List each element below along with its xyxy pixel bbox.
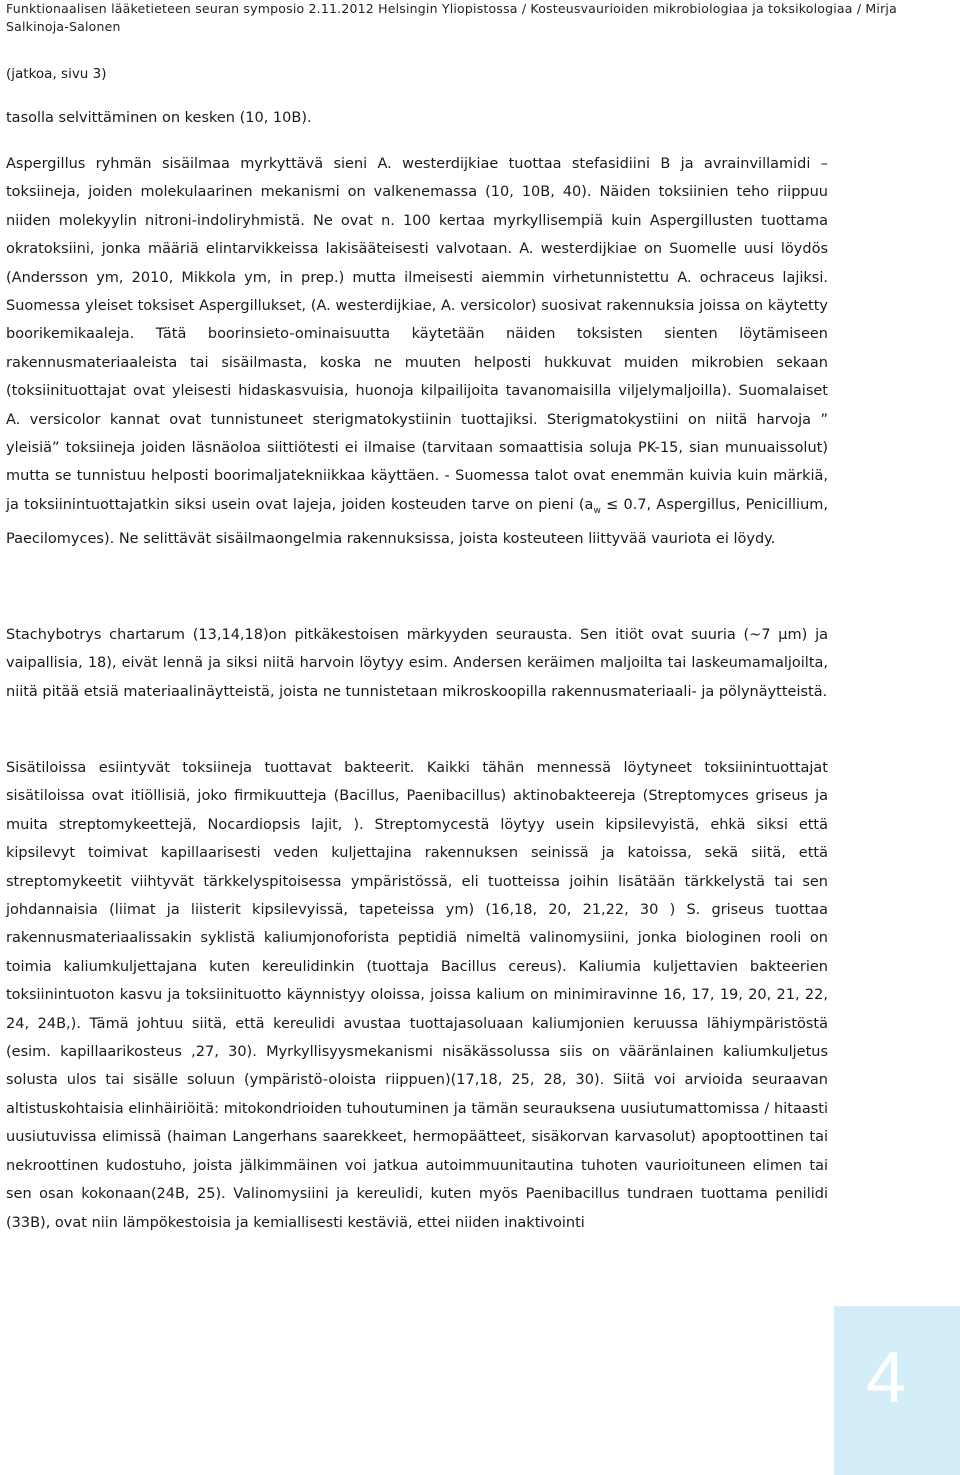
paragraph-2-main-text: Aspergillus ryhmän sisäilmaa myrkyttävä sieni A. westerdijkiae tuottaa stefasidiini B ja avrainvillamidi – toksiineja, joiden molekulaarinen mekanismi on valkenemassa (10, 10B, 40). Näiden toksiinien teho riippuu niiden molekyylin nitroni-indoliryhmistä. Ne ovat n. 100 kertaa myrkyllisempiä kuin Aspergillusten tuottama okratoksiini, jonka määriä elintarvikkeissa lakisääteisesti valvotaan. A. westerdijkiae on Suomelle uusi löydös (Andersson ym, 2010, Mikkola ym, in prep.) mutta ilmeisesti aiemmin virhetunnistettu A. ochraceus lajiksi. Suomessa yleiset toksiset Aspergillukset, (A. westerdijkiae, A. versicolor) suosivat rakennuksia joissa on käytetty boorikemikaaleja. Tätä boorinsieto-ominaisuutta käytetään näiden toksisten sienten löytämiseen rakennusmateriaaleista tai sisäilmasta, koska ne muuten helposti hukkuvat muiden mikrobien sekaan (toksiinituottajat ovat yleisesti hidaskasvuisia, huonoja kilpailijoita tavanomaisilla viljelymaljoilla). Suomalaiset A. versicolor kannat ovat tunnistuneet sterigmatokystiinin tuottajiksi. Sterigmatokystiini on niitä harvoja ” yleisiä” toksiineja joiden läsnäoloa siittiötesti ei ilmaise (tarvitaan somaattisia soluja PK-15, sian munuaissolut) mutta se tunnistuu helposti boorimaljatekniikkaa käyttäen. - Suomessa talot ovat enemmän kuivia kuin märkiä, ja toksiinintuottajatkin siksi usein ovat lajeja, joiden kosteuden tarve on pieni (a: [6, 156, 828, 513]
body-paragraph-2: [6, 150, 828, 554]
body-paragraph-3: Stachybotrys chartarum (13,14,18)on pitkäkestoisen märkyyden seurausta. Sen itiöt ovat suuria (~7 µm) ja vaipallisia, 18), eivät lennä ja siksi niitä harvoin löytyy esim. Andersen keräimen maljoilta tai laskeumamaljoilta, niitä pitää etsiä materiaalinäytteistä, joista ne tunnistetaan mikroskoopilla rakennusmateriaali- ja pölynäytteistä.: [6, 627, 828, 700]
body-paragraph-4: Sisätiloissa esiintyvät toksiineja tuottavat bakteerit. Kaikki tähän mennessä löytyneet toksiinintuottajat sisätiloissa ovat itiöllisiä, joko firmikuutteja (Bacillus, Paenibacillus) aktinobakteereja (Streptomyces griseus ja muita streptomykeettejä, Nocardiopsis lajit, ). Streptomycestä löytyy usein kipsilevyistä, ehkä siksi että kipsilevyt toimivat kapillaarisesti veden kuljettajina rakennuksen seinissä ja katoissa, sekä siitä, että streptomykeetit viihtyvät tärkkelyspitoisessa ympäristössä, eli tuotteissa joihin lisätään tärkkelystä tai sen johdannaisia (liimat ja liisterit kipsilevyissä, tapeteissa ym) (16,18, 20, 21,22, 30 ) S. griseus tuottaa rakennusmateriaalissakin syklistä kaliumjonoforista peptidiä nimeltä valinomysiini, jonka biologinen rooli on toimia kaliumkuljettajana kuten kereulidinkin (tuottaja Bacillus cereus). Kaliumia kuljettavien bakteerien toksiinintuoton kasvu ja toksiinituotto käynnistyy oloissa, joissa kalium on minimiravinne 16, 17, 19, 20, 21, 22, 24, 24B,). Tämä johtuu siitä, että kereulidi avustaa tuottajasoluaan kaliumjonien keruussa lähiympäristöstä (esim. kapillaarikosteus ,27, 30). Myrkyllisyysmekanismi nisäkässolussa siis on vääränlainen kaliumkuljetus solusta ulos tai sisälle soluun (ympäristö-oloista riippuen)(17,18, 25, 28, 30). Siitä voi arvioida seuraavan altistuskohtaisia elinhäiriöitä: mitokondrioiden tuhoutuminen ja tämän seurauksena uusiutumattomissa / hitaasti uusiutuvissa elimissä (haiman Langerhans saarekkeet, hermopäätteet, sisäkorvan karvasolut) apoptoottinen tai nekroottinen kudostuho, joista jälkimmäinen voi jatkua autoimmuunitautina tuhoten vaurioituneen elimen tai sen osan kokonaan(24B, 25). Valinomysiini ja kereulidi, kuten myös Paenibacillus tundraen tuottama penilidi (33B), ovat niin lämpökestoisia ja kemiallisesti kestäviä, ettei niiden inaktivointi: [6, 760, 828, 1231]
continued-note: (jatkoa, sivu 3): [6, 66, 107, 82]
water-activity-relation: ≤: [606, 496, 619, 513]
water-activity-subscript: w: [593, 505, 601, 516]
page-number: 4: [865, 1338, 906, 1418]
body-paragraph-1: tasolla selvittäminen on kesken (10, 10B).: [6, 110, 312, 126]
running-header: Funktionaalisen lääketieteen seuran symposio 2.11.2012 Helsingin Yliopistossa / Kosteusvaurioiden mikrobiologiaa ja toksikologiaa / Mirja Salkinoja-Salonen: [6, 1, 897, 34]
paragraph-2-tail-text: 0.7, Aspergillus, Penicillium, Paecilomyces). Ne selittävät sisäilmaongelmia rakennuksissa, joista kosteuteen liittyvää vauriota ei löydy.: [6, 496, 829, 548]
